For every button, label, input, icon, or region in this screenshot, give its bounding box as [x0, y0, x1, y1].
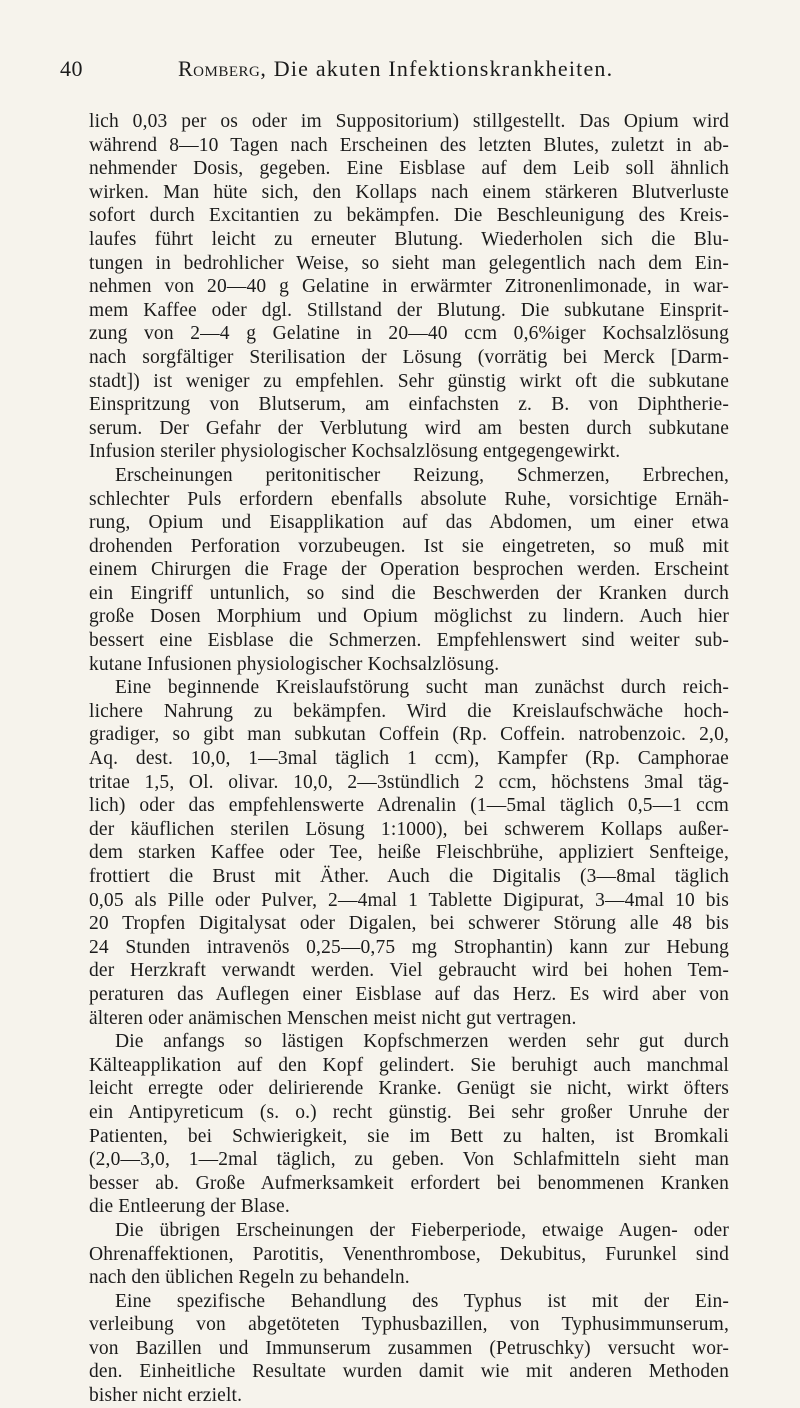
text-line: rung, Opium und Eisapplikation auf das Abdomen, um einer etwa	[89, 512, 729, 534]
text-line: stadt]) ist weniger zu empfehlen. Sehr günstig wirkt oft die subkutane	[89, 370, 729, 392]
text-line: peraturen das Auflegen einer Eisblase auf das Herz. Es wird aber von	[89, 983, 729, 1005]
text-line: ein Eingriff untunlich, so sind die Beschwerden der Kranken durch	[89, 582, 729, 604]
text-line: 24 Stunden intravenös 0,25—0,75 mg Strophantin) kann zur Hebung	[89, 936, 729, 958]
text-line: während 8—10 Tagen nach Erscheinen des letzten Blutes, zuletzt in ab-	[89, 134, 729, 156]
text-line: wirken. Man hüte sich, den Kollaps nach einem stärkeren Blutverluste	[89, 181, 729, 203]
text-line: serum. Der Gefahr der Verblutung wird am besten durch subkutane	[89, 417, 729, 439]
text-line: tungen in bedrohlicher Weise, so sieht man gelegentlich nach dem Ein-	[89, 252, 729, 274]
text-line: sofort durch Excitantien zu bekämpfen. Die Beschleunigung des Kreis-	[89, 205, 729, 227]
text-line: der käuflichen sterilen Lösung 1:1000), bei schwerem Kollaps außer-	[89, 818, 729, 840]
text-line: 20 Tropfen Digitalysat oder Digalen, bei schwerer Störung alle 48 bis	[89, 913, 729, 935]
author-name: Romberg	[178, 56, 261, 81]
text-line: nach den üblichen Regeln zu behandeln.	[89, 1267, 410, 1289]
text-line: besser ab. Große Aufmerksamkeit erfordert bei benommenen Kranken	[89, 1172, 729, 1194]
text-line: lich 0,03 per os oder im Suppositorium) stillgestellt. Das Opium wird	[89, 111, 729, 132]
text-line: 0,05 als Pille oder Pulver, 2—4mal 1 Tablette Digipurat, 3—4mal 10 bis	[89, 889, 729, 911]
text-line: frottiert die Brust mit Äther. Auch die Digitalis (3—8mal täglich	[89, 866, 729, 887]
running-title	[178, 56, 613, 82]
text-line: Aq. dest. 10,0, 1—3mal täglich 1 ccm), Kampfer (Rp. Camphorae	[89, 748, 729, 770]
page-header	[60, 56, 720, 96]
text-line: nehmender Dosis, gegeben. Eine Eisblase auf dem Leib soll ähnlich	[89, 158, 729, 180]
text-line: drohenden Perforation vorzubeugen. Ist sie eingetreten, so muß mit	[89, 535, 729, 557]
text-line: mem Kaffee oder dgl. Stillstand der Blutung. Die subkutane Einsprit-	[89, 299, 729, 321]
text-line: nach sorgfältiger Sterilisation der Lösung (vorrätig bei Merck [Darm-	[89, 346, 729, 368]
text-line: lichere Nahrung zu bekämpfen. Wird die Kreislaufschwäche hoch-	[89, 700, 729, 722]
text-line: Infusion steriler physiologischer Kochsalzlösung entgegengewirkt.	[89, 441, 621, 463]
text-line: Kälteapplikation auf den Kopf gelindert. Sie beruhigt auch manchmal	[89, 1054, 729, 1076]
text-line: lich) oder das empfehlenswerte Adrenalin (1—5mal täglich 0,5—1 ccm	[89, 795, 729, 817]
text-line: Eine spezifische Behandlung des Typhus ist mit der Ein-	[115, 1290, 729, 1312]
text-line: kutane Infusionen physiologischer Kochsalzlösung.	[89, 653, 500, 675]
text-line: nehmen von 20—40 g Gelatine in erwärmter Zitronenlimonade, in war-	[89, 276, 729, 298]
text-line: Die übrigen Erscheinungen der Fieberperiode, etwaige Augen- oder	[115, 1219, 729, 1241]
text-line: Patienten, bei Schwierigkeit, sie im Bett zu halten, ist Bromkali	[89, 1125, 729, 1147]
text-line: bisher nicht erzielt.	[89, 1385, 243, 1407]
text-line: bessert eine Eisblase die Schmerzen. Empfehlenswert sind weiter sub-	[89, 630, 729, 652]
text-line: (2,0—3,0, 1—2mal täglich, zu geben. Von Schlafmitteln sieht man	[89, 1149, 729, 1171]
text-line: der Herzkraft verwandt werden. Viel gebraucht wird bei hohen Tem-	[89, 960, 729, 982]
text-line: zung von 2—4 g Gelatine in 20—40 ccm 0,6%iger Kochsalzlösung	[89, 323, 729, 345]
text-line: Ohrenaffektionen, Parotitis, Venenthrombose, Dekubitus, Furunkel sind	[89, 1243, 729, 1265]
text-line: ein Antipyreticum (s. o.) recht günstig. Bei sehr großer Unruhe der	[89, 1101, 729, 1123]
text-line: älteren oder anämischen Menschen meist nicht gut vertragen.	[89, 1007, 577, 1029]
text-line: Einspritzung von Blutserum, am einfachsten z. B. von Diphtherie-	[89, 394, 729, 416]
text-line: verleibung von abgetöteten Typhusbazillen, von Typhusimmunserum,	[89, 1314, 729, 1336]
text-line: leicht erregte oder delirierende Kranke. Genügt sie nicht, wirkt öfters	[89, 1078, 729, 1100]
text-line: Die anfangs so lästigen Kopfschmerzen werden sehr gut durch	[115, 1031, 729, 1053]
text-line: Eine beginnende Kreislaufstörung sucht man zunächst durch reich-	[115, 677, 729, 699]
text-line: große Dosen Morphium und Opium möglichst zu lindern. Auch hier	[89, 606, 729, 628]
text-line: laufes führt leicht zu erneuter Blutung. Wiederholen sich die Blu-	[89, 228, 729, 250]
text-line: die Entleerung der Blase.	[89, 1196, 290, 1218]
text-line: einem Chirurgen die Frage der Operation besprochen werden. Erscheint	[89, 559, 729, 581]
text-line: tritae 1,5, Ol. olivar. 10,0, 2—3stündlich 2 ccm, höchstens 3mal täg-	[89, 771, 729, 793]
text-line: dem starken Kaffee oder Tee, heiße Fleischbrühe, appliziert Senfteige,	[89, 842, 729, 864]
text-line: gradiger, so gibt man subkutan Coffein (Rp. Coffein. natrobenzoic. 2,0,	[89, 724, 729, 746]
text-line: von Bazillen und Immunserum zusammen (Petruschky) versucht wor-	[89, 1337, 729, 1359]
page-number: 40	[60, 56, 83, 81]
body-text	[89, 110, 729, 1408]
text-line: schlechter Puls erfordern ebenfalls absolute Ruhe, vorsichtige Ernäh-	[89, 488, 729, 510]
chapter-title: , Die akuten Infektionskrankheiten.	[260, 56, 614, 81]
text-line: den. Einheitliche Resultate wurden damit wie mit anderen Methoden	[89, 1361, 729, 1383]
text-line: Erscheinungen peritonitischer Reizung, Schmerzen, Erbrechen,	[115, 464, 729, 486]
